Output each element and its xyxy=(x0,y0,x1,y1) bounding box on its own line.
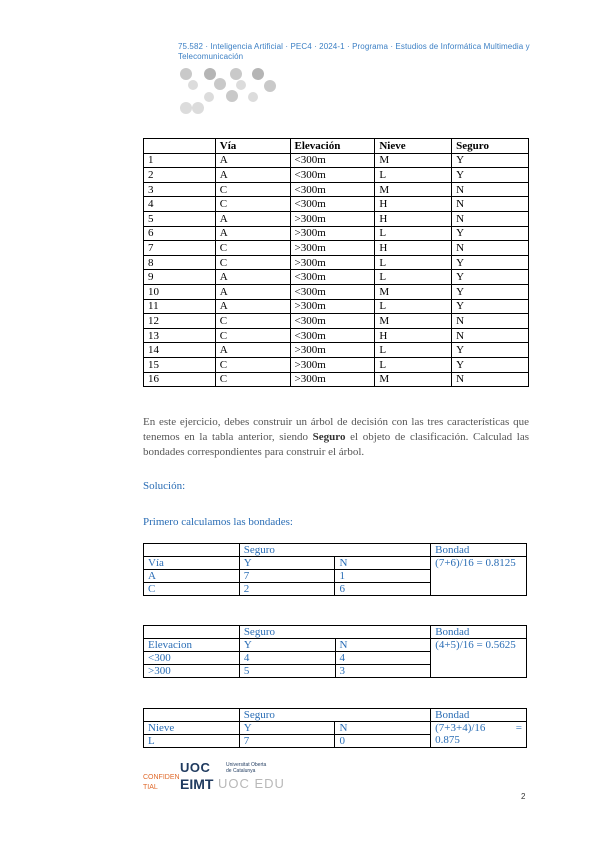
via-cell: C xyxy=(215,241,290,256)
bondad-value xyxy=(431,722,527,748)
elevacion-cell: <300m xyxy=(290,284,375,299)
seguro-cell: Y xyxy=(452,226,529,241)
nieve-cell: L xyxy=(375,226,452,241)
header-cell-seguro: Seguro xyxy=(452,139,529,154)
uoc-logo-subtitle: Universitat Oberta de Catalunya xyxy=(226,762,267,774)
seguro-cell: N xyxy=(452,182,529,197)
bondad-header: Bondad xyxy=(431,626,527,639)
n-label: N xyxy=(335,639,431,652)
row-index: 15 xyxy=(144,357,216,372)
via-cell: A xyxy=(215,270,290,285)
seguro-cell: Y xyxy=(452,168,529,183)
seguro-cell: Y xyxy=(452,299,529,314)
via-cell: C xyxy=(215,197,290,212)
elevacion-cell: >300m xyxy=(290,255,375,270)
seguro-header: Seguro xyxy=(239,626,430,639)
via-cell: C xyxy=(215,314,290,329)
nieve-cell: L xyxy=(375,357,452,372)
via-cell: C xyxy=(215,357,290,372)
data-table xyxy=(143,138,529,387)
table-row xyxy=(144,168,529,183)
value-label: L xyxy=(144,735,240,748)
row-index: 6 xyxy=(144,226,216,241)
row-index: 4 xyxy=(144,197,216,212)
row-index: 5 xyxy=(144,211,216,226)
table-row xyxy=(144,314,529,329)
header-cell-elevacion: Elevación xyxy=(290,139,375,154)
header-cell-via: Vía xyxy=(215,139,290,154)
n-count: 4 xyxy=(335,652,431,665)
n-count: 3 xyxy=(335,665,431,678)
row-index: 12 xyxy=(144,314,216,329)
row-index: 3 xyxy=(144,182,216,197)
table-header-row xyxy=(144,139,529,154)
table-row xyxy=(144,241,529,256)
seguro-cell: N xyxy=(452,197,529,212)
bondad-result: 0.875 xyxy=(435,734,460,746)
elevacion-cell: <300m xyxy=(290,328,375,343)
nieve-cell: M xyxy=(375,182,452,197)
elevacion-cell: >300m xyxy=(290,343,375,358)
seguro-cell: N xyxy=(452,372,529,387)
uoc-logo: UOC xyxy=(180,760,211,775)
elevacion-cell: >300m xyxy=(290,226,375,241)
eimt-logo-subtitle: UOC EDU xyxy=(218,776,285,791)
n-label: N xyxy=(335,557,431,570)
nieve-cell: M xyxy=(375,284,452,299)
primero-heading: Primero calculamos las bondades: xyxy=(143,516,293,528)
paragraph-text-2: el objeto de clasificación. Calculad las bondades correspondientes para construir el árbol. xyxy=(143,431,529,458)
n-count: 1 xyxy=(335,570,431,583)
via-cell: C xyxy=(215,255,290,270)
seguro-header: Seguro xyxy=(239,544,430,557)
via-cell: C xyxy=(215,182,290,197)
seguro-cell: Y xyxy=(452,343,529,358)
bondad-value: (4+5)/16 = 0.5625 xyxy=(431,639,527,678)
nieve-cell: L xyxy=(375,299,452,314)
eimt-logo: EIMT xyxy=(180,776,214,792)
table-row xyxy=(144,357,529,372)
y-label: Y xyxy=(239,722,335,735)
via-cell: C xyxy=(215,328,290,343)
nieve-cell: H xyxy=(375,241,452,256)
y-count: 7 xyxy=(239,570,335,583)
via-cell: A xyxy=(215,299,290,314)
row-index: 9 xyxy=(144,270,216,285)
attr-label: Elevacion xyxy=(144,639,240,652)
seguro-cell: N xyxy=(452,211,529,226)
bondad-table-elevacion xyxy=(143,625,527,678)
bondad-equals: = xyxy=(515,722,522,734)
nieve-cell: L xyxy=(375,255,452,270)
table-row xyxy=(144,153,529,168)
bondad-table-nieve xyxy=(143,708,527,748)
via-cell: A xyxy=(215,226,290,241)
table-row xyxy=(144,284,529,299)
bondad-header: Bondad xyxy=(431,709,527,722)
page-number: 2 xyxy=(521,792,526,801)
header-cell-nieve: Nieve xyxy=(375,139,452,154)
table-row xyxy=(144,255,529,270)
bondad-value: (7+6)/16 = 0.8125 xyxy=(431,557,527,596)
seguro-header: Seguro xyxy=(239,709,430,722)
exercise-paragraph xyxy=(143,415,529,460)
nieve-cell: M xyxy=(375,153,452,168)
bondad-header: Bondad xyxy=(431,544,527,557)
via-cell: A xyxy=(215,168,290,183)
row-index: 13 xyxy=(144,328,216,343)
y-count: 4 xyxy=(239,652,335,665)
elevacion-cell: >300m xyxy=(290,241,375,256)
table-row xyxy=(144,197,529,212)
confidential-label: CONFIDEN TIAL xyxy=(143,774,180,791)
table-row xyxy=(144,343,529,358)
value-label: A xyxy=(144,570,240,583)
elevacion-cell: <300m xyxy=(290,314,375,329)
y-count: 7 xyxy=(239,735,335,748)
row-index: 1 xyxy=(144,153,216,168)
n-count: 0 xyxy=(335,735,431,748)
attr-label: Nieve xyxy=(144,722,240,735)
row-index: 14 xyxy=(144,343,216,358)
row-index: 2 xyxy=(144,168,216,183)
y-count: 5 xyxy=(239,665,335,678)
bondad-table-via xyxy=(143,543,527,596)
elevacion-cell: >300m xyxy=(290,357,375,372)
elevacion-cell: <300m xyxy=(290,270,375,285)
bondad-formula: (7+3+4)/16 xyxy=(435,722,486,734)
row-index: 10 xyxy=(144,284,216,299)
seguro-cell: Y xyxy=(452,153,529,168)
seguro-cell: N xyxy=(452,314,529,329)
value-label: <300 xyxy=(144,652,240,665)
seguro-cell: Y xyxy=(452,270,529,285)
seguro-cell: N xyxy=(452,328,529,343)
nieve-cell: L xyxy=(375,168,452,183)
table-row xyxy=(144,328,529,343)
seguro-cell: Y xyxy=(452,284,529,299)
elevacion-cell: <300m xyxy=(290,153,375,168)
document-header: 75.582 · Inteligencia Artificial · PEC4 · 2024-1 · Programa · Estudios de Informática Multimedia y Telecomunicación xyxy=(178,42,530,61)
seguro-cell: Y xyxy=(452,357,529,372)
header-cell-index xyxy=(144,139,216,154)
via-cell: A xyxy=(215,153,290,168)
paragraph-bold-seguro: Seguro xyxy=(312,431,346,443)
table-row xyxy=(144,182,529,197)
row-index: 7 xyxy=(144,241,216,256)
via-cell: A xyxy=(215,284,290,299)
n-label: N xyxy=(335,722,431,735)
y-label: Y xyxy=(239,639,335,652)
elevacion-cell: >300m xyxy=(290,372,375,387)
table-row xyxy=(144,211,529,226)
y-count: 2 xyxy=(239,583,335,596)
value-label: C xyxy=(144,583,240,596)
row-index: 16 xyxy=(144,372,216,387)
paragraph-text-1: En este ejercicio, debes construir un árbol de decisión con las tres características que tenemos en la tabla anterior, siendo xyxy=(143,416,529,443)
elevacion-cell: >300m xyxy=(290,299,375,314)
table-row xyxy=(144,372,529,387)
table-row xyxy=(144,270,529,285)
seguro-cell: Y xyxy=(452,255,529,270)
n-count: 6 xyxy=(335,583,431,596)
y-label: Y xyxy=(239,557,335,570)
row-index: 11 xyxy=(144,299,216,314)
nieve-cell: H xyxy=(375,328,452,343)
elevacion-cell: <300m xyxy=(290,182,375,197)
nieve-cell: M xyxy=(375,372,452,387)
solucion-heading: Solución: xyxy=(143,480,186,492)
via-cell: A xyxy=(215,211,290,226)
elevacion-cell: <300m xyxy=(290,197,375,212)
via-cell: A xyxy=(215,343,290,358)
nieve-cell: L xyxy=(375,270,452,285)
attr-label: Vía xyxy=(144,557,240,570)
nieve-cell: H xyxy=(375,197,452,212)
nieve-cell: M xyxy=(375,314,452,329)
value-label: >300 xyxy=(144,665,240,678)
elevacion-cell: >300m xyxy=(290,211,375,226)
table-row xyxy=(144,226,529,241)
nieve-cell: L xyxy=(375,343,452,358)
elevacion-cell: <300m xyxy=(290,168,375,183)
via-cell: C xyxy=(215,372,290,387)
table-row xyxy=(144,299,529,314)
seguro-cell: N xyxy=(452,241,529,256)
nieve-cell: H xyxy=(375,211,452,226)
decorative-dots-logo xyxy=(178,66,298,116)
row-index: 8 xyxy=(144,255,216,270)
